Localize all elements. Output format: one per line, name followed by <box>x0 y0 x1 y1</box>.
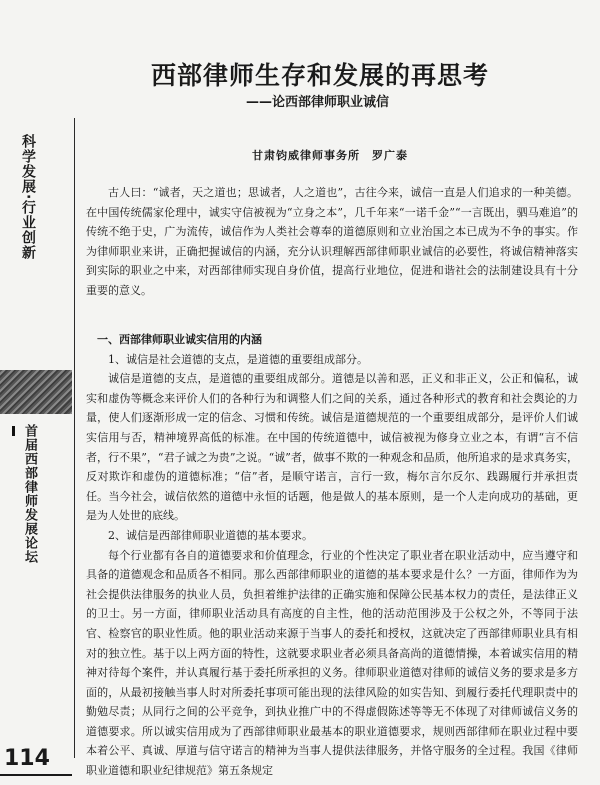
margin-photo <box>0 370 72 414</box>
article-author: 甘肃钧威律师事务所 罗广泰 <box>252 149 408 162</box>
section-label: 科学发展·行业创新 <box>20 134 36 261</box>
article-subtitle: ——论西部律师职业诚信 <box>246 95 390 110</box>
article-body <box>86 330 578 781</box>
margin-rule <box>74 118 75 758</box>
section-heading: 一、西部律师职业诚实信用的内涵 <box>97 333 262 346</box>
abstract-paragraph: 古人曰：“诚者，天之道也；思诚者，人之道也”，古往今来，诚信一直是人们追求的一种美德。在中国传统儒家伦理中，诚实守信被视为“立身之本”，几千年来“一诺千金”“一言既出，驷马难追”的传统不绝于史，广为流传，诚信作为人类社会尊奉的道德原则和立业治国之本已成为不争的事实。作为律师职业来讲，正确把握诚信的内涵，充分认识理解西部律师职业诚信的必要性，将诚信精神落实到实际的职业之中来，对西部律师实现自身价值，提高行业地位，促进和谐社会的法制建设具有十分重要的意义。 <box>86 186 578 297</box>
abstract <box>86 183 578 301</box>
subheading-1: 1、诚信是社会道德的支点，是道德的重要组成部分。 <box>108 352 368 366</box>
margin-marker <box>12 426 15 436</box>
subheading-2: 2、诚信是西部律师职业道德的基本要求。 <box>108 528 313 542</box>
article-title: 西部律师生存和发展的再思考 <box>150 61 489 90</box>
body-paragraph-2: 每个行业都有各自的道德要求和价值理念，行业的个性决定了职业者在职业活动中，应当遵守和具备的道德观念和品质各不相同。那么西部律师职业的道德的基本要求是什么？一方面，律师作为为社会提供法律服务的执业人员，负担着维护法律的正确实施和保障公民基本权力的责任，是法律正义的卫士。另一方面，律师职业活动具有高度的自主性，他的活动范围涉及于公权之外，不等同于法官、检察官的职业性质。他的职业活动来源于当事人的委托和授权，这就决定了西部律师职业具有相对的独立性。基于以上两方面的特性，这就要求职业者必须具备高尚的道德情操，本着诚实信用的精神对待每个案件，并认真履行基于委托所承担的义务。律师职业道德对律师的诚信义务的要求是多方面的，从最初接触当事人时对所委托事项可能出现的法律风险的如实告知、到履行委托代理职责中的勤勉尽责；从同行之间的公平竞争，到执业推广中的不得虚假陈述等等无不体现了对律师诚信义务的道德要求。所以诚实信用成为了西部律师职业最基本的职业道德要求，规则西部律师在职业过程中要本着公平、真诚、厚道与信守诺言的精神为当事人提供法律服务，并恪守服务的全过程。我国《律师职业道德和职业纪律规范》第五条规定 <box>86 548 578 778</box>
page-number: 114 <box>4 746 50 771</box>
page-number-rule <box>0 774 72 776</box>
forum-label: 首届西部律师发展论坛 <box>22 424 37 564</box>
body-paragraph-1: 诚信是道德的支点，是道德的重要组成部分。道德是以善和恶，正义和非正义，公正和偏私，诚实和虚伪等概念来评价人们的各种行为和调整人们之间的关系，通过各种形式的教育和社会舆论的力量，使人们逐渐形成一定的信念、习惯和传统。诚信是道德规范的一个重要组成部分，是评价人们诚实信用与否，精神境界高低的标准。在中国的传统道德中，诚信被视为修身立业之本，有谓“言不信者，行不果”，“君子诚之为贵”之说。“诚”者，做事不欺的一种观念和品质，他所追求的是求真务实，反对欺诈和虚伪的道德标准；“信”者，是顺守诺言，言行一致，梅尔言尔反尔、践踢履行并承担责任。当今社会，诚信依然的道德中永恒的话题，他是做人的基本原则，是一个人走向成功的基础，更是为人处世的底线。 <box>86 372 578 523</box>
